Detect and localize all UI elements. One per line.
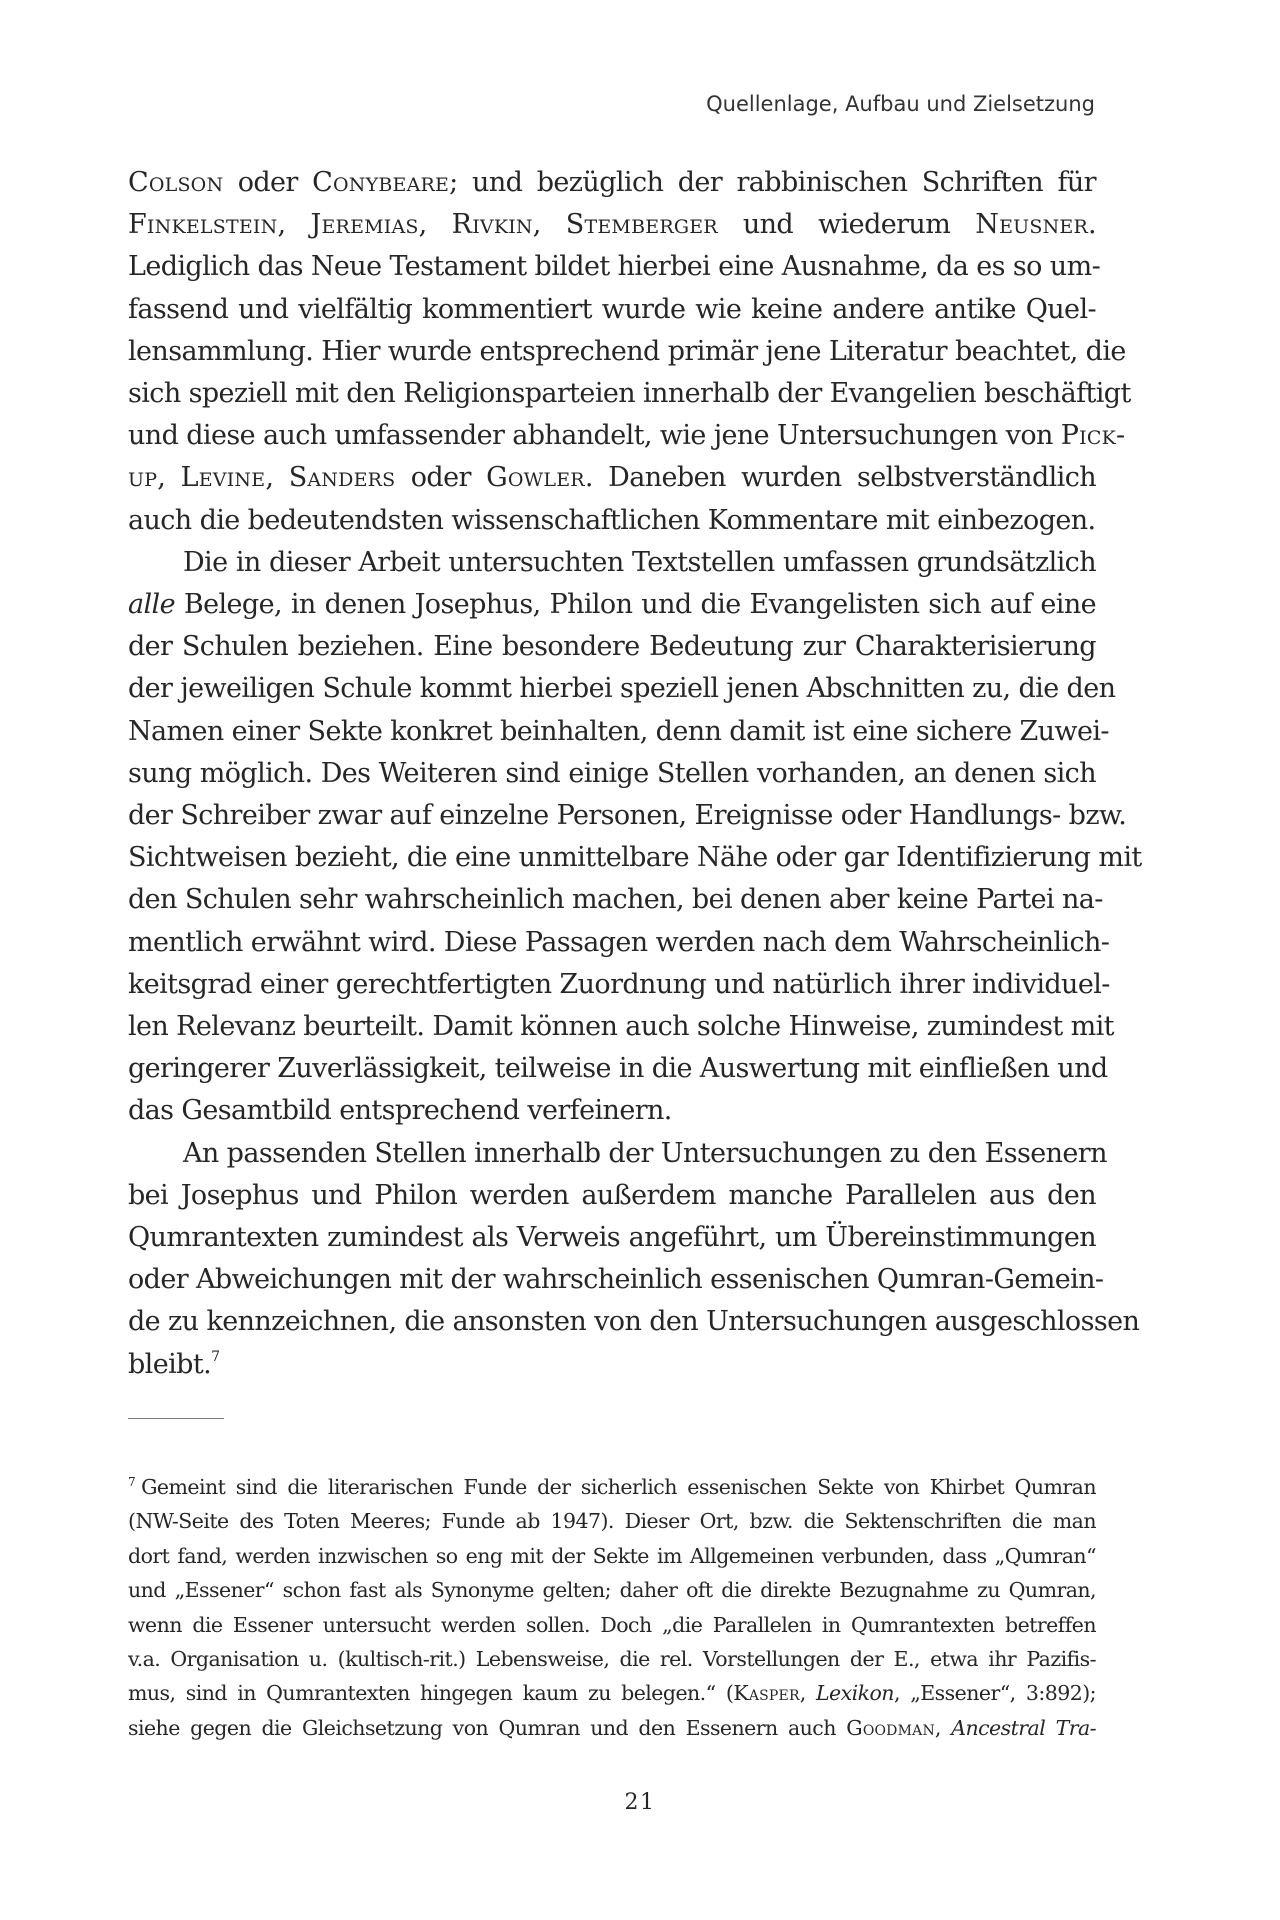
author-name: Stemberger (565, 209, 718, 241)
text-line: fassend und vielfältig kommentiert wurde wie keine andere antike Quel- (128, 293, 1096, 325)
text-run: bleibt. (128, 1348, 212, 1380)
author-name: Sanders (288, 462, 396, 494)
author-name: Rivkin (451, 209, 533, 241)
text-line: das Gesamtbild entsprechend verfeinern. (128, 1095, 672, 1127)
text-run: , (418, 209, 452, 241)
text-line: dort fand, werden inzwischen so eng mit der Sekte im Allgemeinen verbunden, dass „Qumran“ (128, 1543, 1096, 1568)
author-name: Conybeare (312, 167, 450, 198)
text-line: len Relevanz beurteilt. Damit können auch solche Hinweise, zumindest mit (128, 1011, 1114, 1043)
text-run: . (1088, 209, 1096, 241)
footnote (128, 1470, 1096, 1745)
text-line: Qumrantexten zumindest als Verweis angeführt, um Übereinstimmungen (128, 1222, 1096, 1254)
text-run: , (799, 1681, 816, 1706)
text-line: Lediglich das Neue Testament bildet hierbei eine Ausnahme, da es so um- (128, 251, 1101, 283)
text-run: Gemeint sind die literarischen Funde der sicherlich essenischen Sekte von Khirbet Qumran (141, 1475, 1096, 1499)
text-line: keitsgrad einer gerechtfertigten Zuordnung und natürlich ihrer individuel- (128, 968, 1110, 1000)
text-run: , (532, 209, 566, 241)
author-name: Neusner (975, 209, 1089, 241)
text-line: bei Josephus und Philon werden außerdem manche Parallelen aus den (128, 1179, 1096, 1211)
text-run: , „Essener“, 3:892); (893, 1681, 1096, 1706)
emphasis: alle (128, 589, 175, 621)
text-line: sich speziell mit den Religionsparteien innerhalb der Evangelien beschäftigt (128, 378, 1131, 410)
text-line (128, 584, 1096, 626)
text-line: der jeweiligen Schule kommt hierbei speziell jenen Abschnitten zu, die den (128, 673, 1116, 705)
text-run: . Daneben wurden selbstverständlich (584, 462, 1097, 494)
emphasis: Ancestral Tra- (951, 1715, 1096, 1740)
footnote-rule (128, 1418, 224, 1419)
text-line: oder Abweichungen mit der wahrscheinlich essenischen Qumran-Gemein- (128, 1264, 1104, 1296)
text-run: , (157, 462, 181, 494)
running-head: Quellenlage, Aufbau und Zielsetzung (706, 92, 1095, 116)
text-line: wenn die Essener untersucht werden sollen. Doch „die Parallelen in Qumrantexten betreffen (128, 1612, 1096, 1637)
author-name: Goodman (846, 1715, 935, 1740)
text-run: , (934, 1715, 952, 1740)
text-line: sung möglich. Des Weiteren sind einige Stellen vorhanden, an denen sich (128, 757, 1096, 789)
paragraph (128, 542, 1142, 1133)
text-line: geringerer Zuverlässigkeit, teilweise in die Auswertung mit einfließen und (128, 1053, 1108, 1085)
author-name: Pick- (1060, 420, 1126, 452)
text-line (128, 1676, 1096, 1710)
text-line: Namen einer Sekte konkret beinhalten, denn damit ist eine sichere Zuwei- (128, 715, 1109, 747)
text-line: (NW-Seite des Toten Meeres; Funde ab 1947). Dieser Ort, bzw. die Sektenschriften die man (128, 1509, 1096, 1534)
text-line (128, 1344, 1096, 1386)
text-run: , (277, 209, 311, 241)
author-name: Levine (180, 462, 266, 494)
paragraph (128, 1133, 1140, 1386)
text-line (128, 204, 1096, 246)
text-line (128, 1711, 1096, 1745)
text-run: mus, sind in Qumrantexten hingegen kaum zu belegen.“ ( (128, 1681, 734, 1706)
text-line: Die in dieser Arbeit untersuchten Textstellen umfassen grundsätzlich (183, 546, 1096, 578)
footnotes (128, 1470, 1096, 1745)
text-run: , (265, 462, 289, 494)
text-line: Sichtweisen bezieht, die eine unmittelbare Nähe oder gar Identifizierung mit (128, 842, 1142, 874)
text-run: oder (223, 167, 313, 198)
text-line: der Schulen beziehen. Eine besondere Bedeutung zur Charakterisierung (128, 631, 1096, 663)
footnote-reference[interactable]: 7 (211, 1348, 220, 1365)
text-run: oder (395, 462, 487, 494)
author-name: Colson (128, 167, 224, 198)
text-line: de zu kennzeichnen, die ansonsten von den Untersuchungen ausgeschlossen (128, 1306, 1140, 1338)
text-run: und wiederum (717, 209, 976, 241)
main-text (128, 162, 1142, 1386)
footnote-mark: 7 (128, 1475, 136, 1489)
paragraph (128, 162, 1131, 542)
text-line: mentlich erwähnt wird. Diese Passagen werden nach dem Wahrscheinlich- (128, 926, 1110, 958)
text-run: ; und bezüglich der rabbinischen Schriften für (449, 167, 1096, 198)
text-line: auch die bedeutendsten wissenschaftlichen Kommentare mit einbezogen. (128, 504, 1096, 536)
text-line: den Schulen sehr wahrscheinlich machen, bei denen aber keine Partei na- (128, 884, 1103, 916)
author-name: Gowler (486, 462, 585, 494)
text-line (128, 457, 1096, 499)
text-line: An passenden Stellen innerhalb der Untersuchungen zu den Essenern (183, 1137, 1107, 1169)
text-line (128, 415, 1126, 457)
text-run: siehe gegen die Gleichsetzung von Qumran und den Essenern auch (128, 1715, 847, 1740)
author-name: up (128, 462, 158, 494)
text-line: der Schreiber zwar auf einzelne Personen, Ereignisse oder Handlungs- bzw. (128, 800, 1127, 832)
text-line: und „Essener“ schon fast als Synonyme gelten; daher oft die direkte Bezugnahme zu Qumran, (128, 1578, 1096, 1603)
author-name: Kasper (733, 1681, 800, 1706)
author-name: Finkelstein (128, 209, 278, 241)
page-number: 21 (624, 1790, 656, 1815)
text-line: v.a. Organisation u. (kultisch-rit.) Lebensweise, die rel. Vorstellungen der E., etwa ihr Pazifis- (128, 1647, 1096, 1672)
text-line: lensammlung. Hier wurde entsprechend primär jene Literatur beachtet, die (128, 335, 1126, 367)
text-line (128, 162, 1096, 204)
author-name: Jeremias (310, 209, 419, 241)
emphasis: Lexikon (815, 1681, 894, 1706)
text-run: und diese auch umfassender abhandelt, wie jene Untersuchungen von (128, 420, 1061, 452)
text-run: Belege, in denen Josephus, Philon und die Evangelisten sich auf eine (174, 589, 1096, 621)
text-line (128, 1470, 1096, 1504)
